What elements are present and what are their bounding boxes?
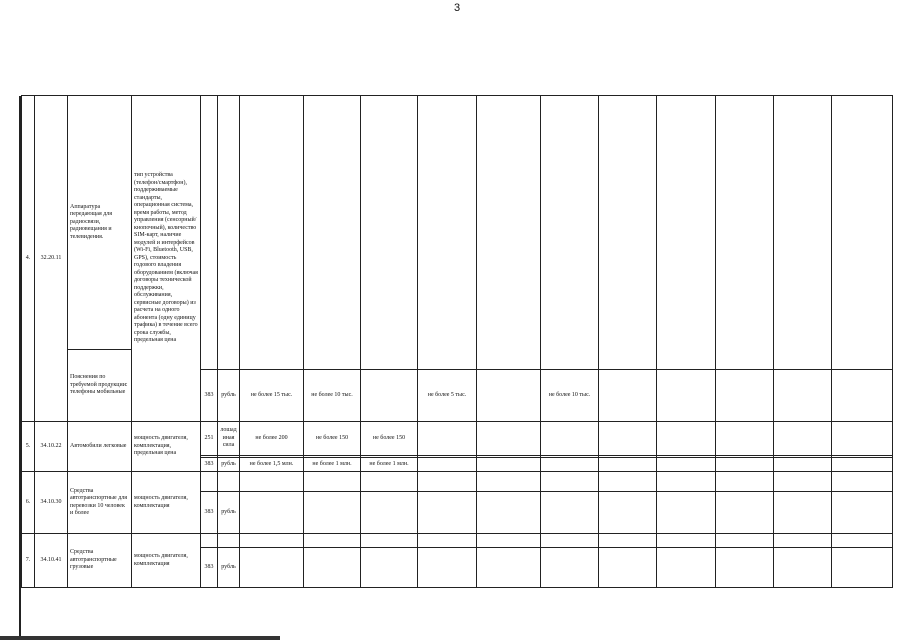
characteristics: мощность двигателя, комплектация <box>132 534 201 588</box>
value-cell: не более 1 млн. <box>304 458 361 472</box>
okei-code: 383 <box>201 492 218 534</box>
product-name: Средства автотранспортные грузовые <box>68 534 132 588</box>
value-cell: не более 200 <box>240 422 304 456</box>
product-explanation: Пояснения по требуемой продукции: телефоны мобильные <box>68 350 132 422</box>
characteristics: мощность двигателя, комплектация <box>132 472 201 534</box>
value-cell: не более 1,5 млн. <box>240 458 304 472</box>
okei-code: 383 <box>201 458 218 472</box>
product-name: Автомобили легковые <box>68 422 132 472</box>
unit-name: лошадиная сила <box>218 422 240 456</box>
characteristics: мощность двигателя, комплектация, предельная цена <box>132 422 201 472</box>
characteristics: тип устройства (телефон/смартфон), поддерживаемые стандарты, операционная система, время работы, метод управления (сенсорный/кнопочный), количество SIM-карт, наличие модулей и интерфейсов (Wi-Fi, Bluetooth, USB, GPS), стоимость годового владения оборудованием (включая договоры технической поддержки, обслуживания, сервисные договоры) из расчета на одного абонента (одну единицу трафика) в течение всего срока службы, предельная цена <box>132 96 201 422</box>
value-cell <box>361 370 418 422</box>
okei-code: 383 <box>201 370 218 422</box>
value-cell <box>477 370 541 422</box>
okei-code: 383 <box>201 548 218 588</box>
okpd-code: 34.10.30 <box>35 472 68 534</box>
requirements-table <box>21 95 893 588</box>
product-name: Аппаратура передающая для радиосвязи, радиовещания и телевидения. <box>68 96 132 350</box>
scan-bottom-mark <box>0 636 280 640</box>
row-number: 4. <box>22 96 35 422</box>
okpd-code: 34.10.41 <box>35 534 68 588</box>
value-cell: не более 5 тыс. <box>418 370 477 422</box>
value-cell: не более 15 тыс. <box>240 370 304 422</box>
product-name: Средства автотранспортные для перевозки 10 человек и более <box>68 472 132 534</box>
okpd-code: 32.20.11 <box>35 96 68 422</box>
table-row <box>22 422 893 456</box>
value-cell: не более 150 <box>361 422 418 456</box>
value-cell: не более 150 <box>304 422 361 456</box>
value-cell: не более 10 тыс. <box>541 370 599 422</box>
okpd-code: 34.10.22 <box>35 422 68 472</box>
table-row <box>22 472 893 492</box>
page-number: 3 <box>453 2 461 14</box>
value-cell: не более 1 млн. <box>361 458 418 472</box>
unit-name: рубль <box>218 492 240 534</box>
unit-name: рубль <box>218 370 240 422</box>
table-row <box>22 534 893 548</box>
row-number: 7. <box>22 534 35 588</box>
unit-name: рубль <box>218 458 240 472</box>
table-row <box>22 96 893 350</box>
unit-name: рубль <box>218 548 240 588</box>
value-cell: не более 10 тыс. <box>304 370 361 422</box>
okei-code: 251 <box>201 422 218 456</box>
row-number: 5. <box>22 422 35 472</box>
row-number: 6. <box>22 472 35 534</box>
